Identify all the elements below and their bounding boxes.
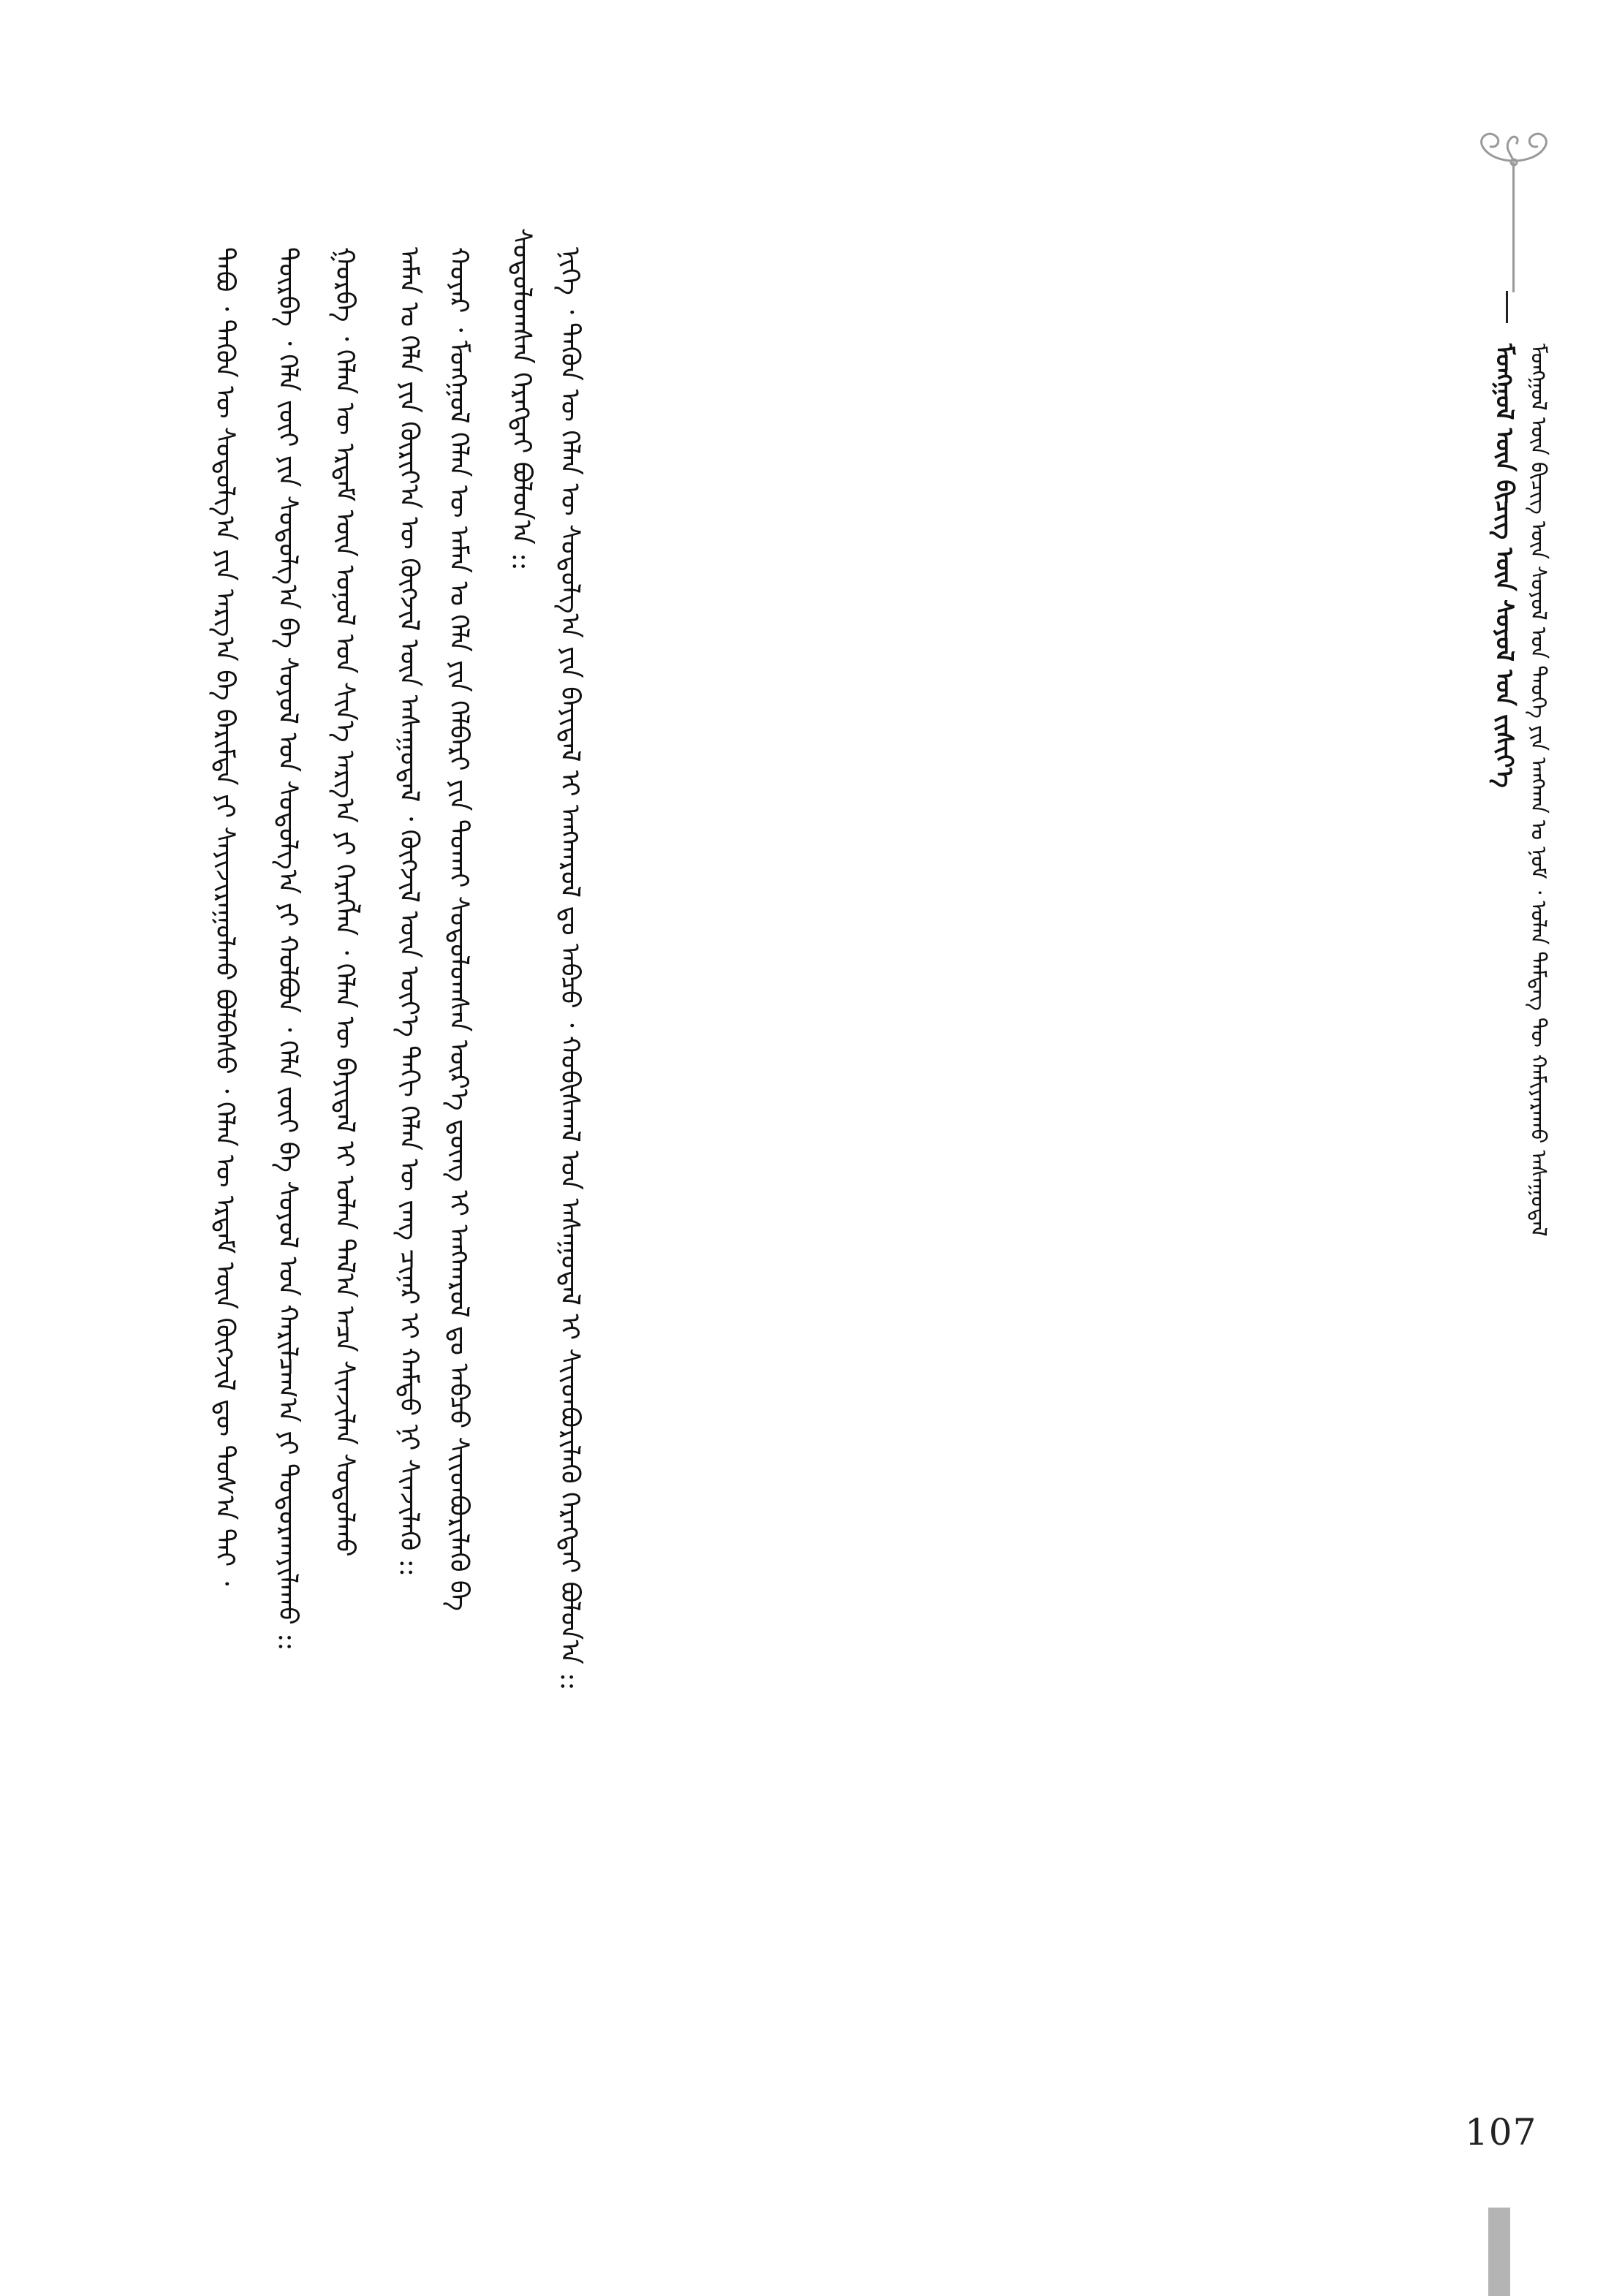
page-number: 107 [1465, 2111, 1537, 2153]
text-column: ᠰᠤᠳᠤᠯᠤᠭᠰᠠᠨ ᠬᠡᠷᠡᠭᠲᠡᠢ ᠪᠣᠯᠤᠨ᠎ᠠ :: [507, 228, 537, 571]
text-column: ᠠᠮᠠᠨ ᠤ ᠬᠡᠯᠡ ᠶᠢᠨ ᠬᠦᠷᠢᠶ᠎ᠡᠨ ᠦ ᠬᠦᠭᠵᠢᠯ ᠦᠨ ᠠᠰᠠᠭᠤᠳᠠᠯ ᠂ ᠬᠦᠭᠵᠢᠯ ᠦᠨ ᠦᠶ᠎ᠡ ᠳᠠᠬᠢ ᠬᠡᠯᠡᠨ ᠦ ᠵᠠᠩ ᠴᠢᠨᠠᠷ ᠢ ᠬᠠᠮᠲᠤ ᠨᠢ ᠰᠢᠨᠵᠢᠯᠡᠬᠦ :: [394, 247, 424, 1577]
header-dash [1506, 291, 1508, 323]
running-header-title: ᠮᠣᠩᠭᠣᠯ ᠦᠨ ᠪᠢᠴᠢᠭ᠌ ᠦᠨ ᠰᠣᠶᠣᠯ ᠤᠨ ᠵᠢᠰᠢᠶ᠎ᠡ [1490, 344, 1519, 788]
running-header-subtitle: ᠮᠣᠩᠭᠣᠯ ᠦᠨ ᠪᠢᠴᠢᠭ᠌ ᠦᠨ ᠰᠣᠶᠣᠯ ᠤᠨ ᠲᠡᠦᠬᠡ ᠶᠢᠨ ᠠᠩᠬᠠᠨ ᠤ ᠨᠣᠮ ᠂ ᠣᠯᠠᠨ ᠲᠡᠮᠳᠡᠭ ᠲᠦ ᠬᠠᠮᠢᠶᠠᠷᠠᠬᠤ ᠠᠰᠠᠭᠤᠳᠠᠯ [1526, 344, 1551, 1237]
text-column: ᠬᠣᠶᠠᠷ ᠂ ᠮᠣᠩᠭᠣᠯ ᠬᠡᠯᠡᠨ ᠦ ᠠᠮᠠᠨ ᠤ ᠬᠡᠯᠡ ᠶᠢᠨ ᠬᠡᠯᠪᠡᠷᠢ ᠶᠢᠨ ᠲᠤᠬᠠᠢ ᠰᠤᠳᠤᠯᠤᠭᠰᠠᠨ ᠦᠷ᠎ᠡ ᠳ᠋ᠦᠩ ᠢ ᠠᠩᠬᠠᠷᠤᠯ ᠳᠤ ᠠᠪᠴᠤ ᠰᠢᠢᠳᠪᠦᠷᠢᠯᠡᠬᠦ ᠪᠠ [444, 247, 474, 1612]
flourish-ornament-icon [1474, 124, 1554, 168]
page-edge-tab [1488, 2208, 1510, 2296]
text-column: ᠭᠤᠷᠪᠠ ᠂ ᠬᠡᠯᠡᠨ ᠦ ᠡᠷᠳᠡᠮ ᠦᠨ ᠣᠨᠣᠯ ᠤᠨ ᠰᠢᠨ᠎ᠡ ᠠᠷᠭ᠎ᠠ ᠶᠢ ᠬᠡᠷᠡᠭᠯᠡᠨ ᠂ ᠬᠡᠯᠡᠨ ᠦ ᠪᠠᠶᠢᠳᠠᠯ ᠢ ᠣᠯᠠᠨ ᠲᠠᠯ᠎ᠠ ᠠᠴᠠ ᠰᠢᠨᠵᠢᠯᠡᠨ ᠰᠤᠳᠤᠯᠬᠤ [330, 247, 360, 1557]
text-column: ᠨᠢᠭᠡ ᠂ ᠲᠡᠭᠦᠨ ᠦ ᠬᠡᠯᠡᠨ ᠦ ᠰᠤᠳᠤᠯᠭ᠎ᠠ ᠶᠢᠨ ᠪᠠᠶᠢᠳᠠᠯ ᠢ ᠠᠩᠬᠠᠷᠤᠯ ᠳᠤ ᠠᠪᠴᠤ ᠂ ᠬᠤᠪᠢᠰᠬᠠᠯ ᠤᠨ ᠠᠰᠠᠭᠤᠳᠠᠯ ᠢ ᠰᠢᠢᠳᠪᠦᠷᠢᠯᠡᠬᠦ ᠬᠡᠷᠡᠭᠲᠡᠢ ᠪᠣᠯᠤᠨ᠎ᠠ :: [555, 247, 585, 1691]
text-column: ᠲᠠᠪᠤ ᠂ ᠲᠡᠭᠦᠨ ᠦ ᠰᠤᠳᠤᠯᠭ᠎ᠠ ᠶᠢᠨ ᠠᠷᠭ᠎ᠠ ᠪᠠ ᠪᠠᠷᠢᠮᠲᠠ ᠶᠢ ᠰᠠᠶᠢᠵᠢᠷᠠᠭᠤᠯᠬᠤ ᠪᠣᠯᠪᠠᠰᠤ ᠂ ᠬᠡᠯᠡᠨ ᠦ ᠡᠷᠳᠡᠮ ᠦᠨ ᠬᠥᠭᠵᠢᠯ ᠳᠦ ᠲᠤᠰ᠎ᠠ ᠲᠠᠢ ᠂ [210, 247, 240, 1586]
text-column: ᠳᠥᠷᠪᠡ ᠂ ᠬᠡᠯᠡ ᠵᠦᠢ ᠶᠢᠨ ᠰᠤᠳᠤᠯᠭ᠎ᠠ ᠪᠠ ᠰᠣᠶᠣᠯ ᠤᠨ ᠰᠤᠳᠤᠯᠭ᠎ᠠ ᠶᠢ ᠬᠣᠯᠪᠣᠨ ᠂ ᠬᠡᠯᠡ ᠵᠦᠢ ᠪᠠ ᠰᠣᠶᠣᠯ ᠤᠨ ᠬᠠᠷᠢᠯᠴᠠᠭ᠎ᠠ ᠶᠢ ᠲᠣᠳᠤᠷᠬᠠᠶᠢᠯᠠᠬᠤ :: [273, 247, 303, 1651]
header-rule [1512, 162, 1515, 292]
